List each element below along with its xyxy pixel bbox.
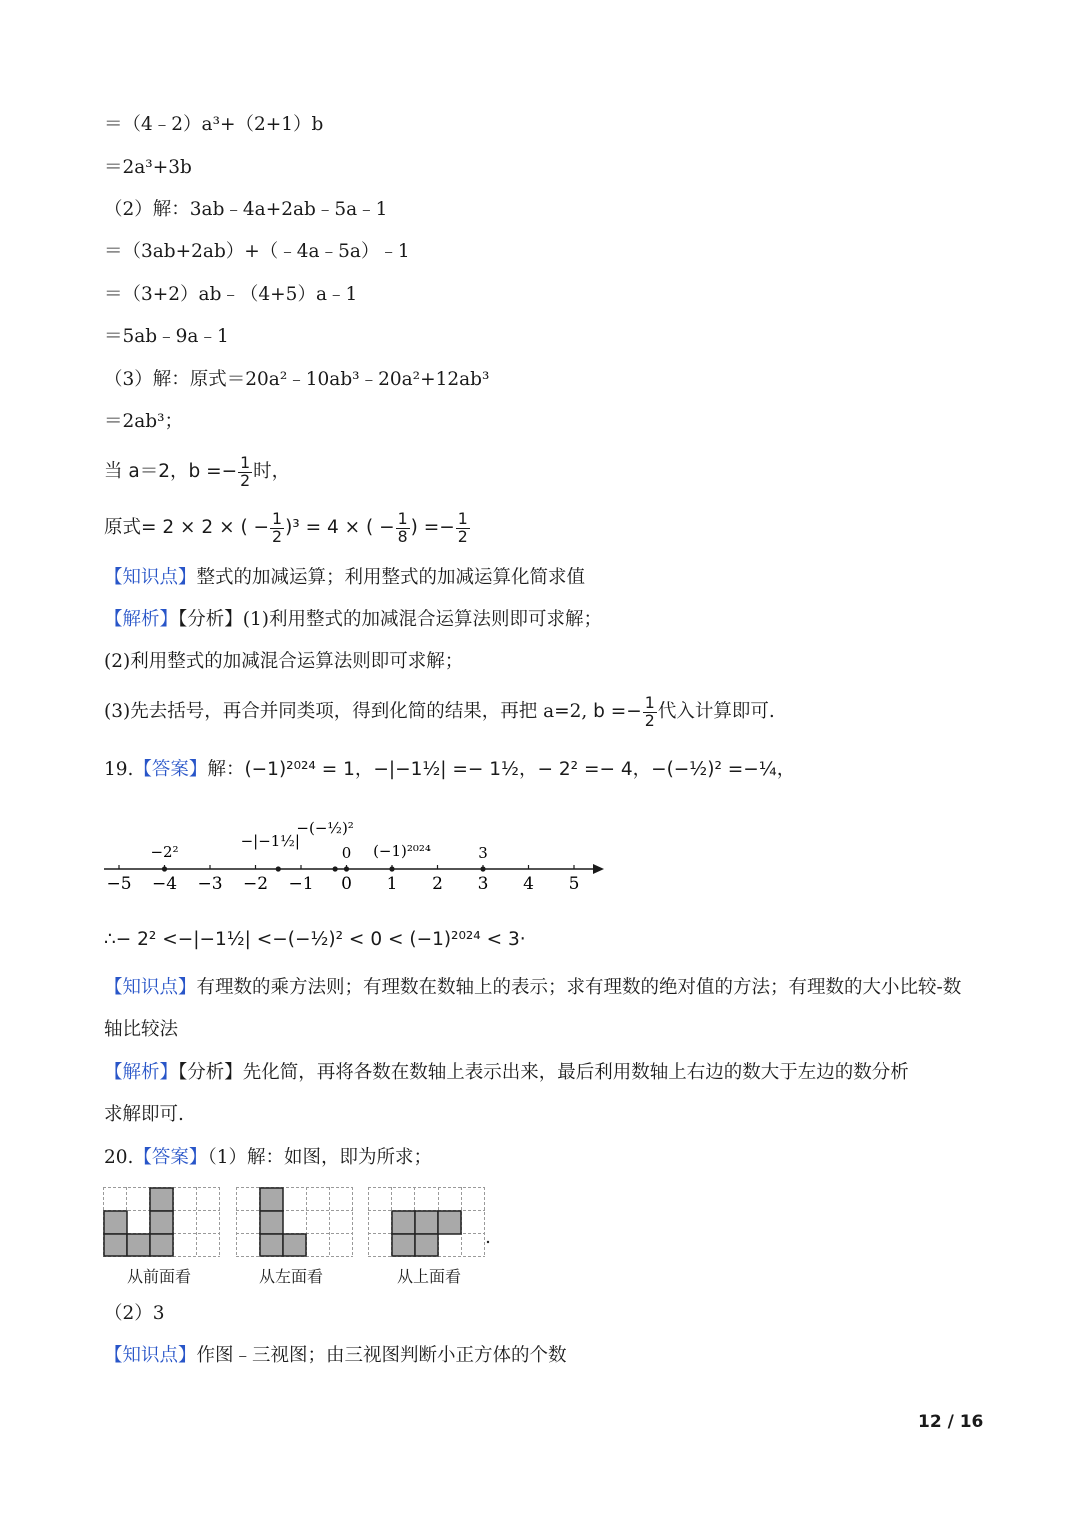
solution-line-6: ＝5ab﹣9a﹣1: [104, 326, 229, 347]
number-line-tick-label: −1: [288, 874, 314, 894]
number-line-tick-label: 4: [523, 874, 534, 894]
number-line-point: [276, 866, 281, 871]
cube-cell: [260, 1234, 283, 1256]
view-top: [368, 1187, 492, 1257]
number-line-point: [162, 866, 167, 871]
solution-line-1: ＝（4﹣2）a³+（2+1）b: [104, 114, 324, 135]
page-number: 12 / 16: [918, 1412, 984, 1432]
number-line-point-label: −|−1½|: [240, 832, 300, 850]
number-line-point: [344, 866, 349, 871]
solution-line-4: ＝（3ab+2ab）+（﹣4a﹣5a）﹣1: [104, 241, 410, 262]
caption-left: 从左面看: [259, 1267, 324, 1286]
solution-line-7: （3）解：原式＝20a²﹣10ab³﹣20a²+12ab³: [104, 369, 490, 390]
cube-cell: [104, 1211, 127, 1234]
q18-analysis-line2: (2)利用整式的加减混合运算法则即可求解；: [104, 651, 464, 672]
cube-cell: [283, 1234, 306, 1256]
solution-line-3: （2）解：3ab﹣4a+2ab﹣5a﹣1: [104, 199, 388, 220]
view-front: [103, 1187, 221, 1257]
calc-line: 原式= 2 × 2 × ( − $\frac{1}{2}$ )³ = 4 × ( − $\frac{1}{8}$ ) =− $\frac{1}{2}$: [104, 509, 468, 546]
number-line-point-label: −2²: [150, 843, 179, 861]
q19-knowledge-line2: 轴比较法: [104, 1019, 179, 1040]
solution-line-5: ＝（3+2）ab﹣（4+5）a﹣1: [104, 284, 358, 305]
solution-line-2: ＝2a³+3b: [104, 157, 192, 178]
number-line-point-label: −(−½)²: [296, 819, 354, 837]
number-line-point-label: 3: [478, 844, 488, 862]
number-line-point-label: 0: [341, 844, 352, 862]
q18-analysis-line3: (3)先去括号，再合并同类项，得到化简的结果，再把 a=2, b =− $\frac{1}{2}$ 代入计算即可.: [104, 693, 775, 730]
number-line-tick-label: 1: [386, 874, 398, 894]
solution-line-8: ＝2ab³；: [104, 411, 184, 432]
cube-cell: [150, 1234, 173, 1256]
number-line-point-label: (−1)²⁰²⁴: [373, 842, 431, 860]
number-line-tick-label: −3: [197, 874, 223, 894]
q19-knowledge: 【知识点】有理数的乘方法则；有理数在数轴上的表示；求有理数的绝对值的方法；有理数的大小比较-数: [104, 977, 962, 998]
number-line-tick-label: 5: [568, 874, 580, 894]
number-line-tick-label: −2: [242, 874, 269, 894]
cube-cell: [150, 1211, 173, 1234]
q20-answer: 20.【答案】（1）解：如图，即为所求；: [104, 1147, 432, 1168]
cube-cell: [415, 1234, 438, 1256]
caption-top: 从上面看: [397, 1267, 462, 1286]
cube-cell: [260, 1211, 283, 1234]
q19-answer: 19.【答案】解：(−1)²⁰²⁴ = 1，−|−1½| =− 1½，− 2² =− 4，−(−½)² =−¼，: [104, 759, 796, 780]
q20-knowledge: 【知识点】作图﹣三视图；由三视图判断小正方体的个数: [104, 1345, 567, 1366]
cube-cell: [127, 1234, 150, 1256]
number-line-tick-label: 0: [341, 874, 352, 894]
number-line-tick-label: −5: [106, 874, 132, 894]
caption-front: 从前面看: [127, 1267, 192, 1286]
number-line-point: [389, 866, 394, 871]
number-line: [96, 810, 616, 900]
number-line-tick-label: 2: [432, 874, 443, 894]
q19-analysis: 【解析】【分析】先化简，再将各数在数轴上表示出来，最后利用数轴上右边的数大于左边的数分析: [104, 1062, 909, 1083]
cube-cell: [392, 1234, 415, 1256]
q19-comparison: ∴− 2² <−|−1½| <−(−½)² < 0 < (−1)²⁰²⁴ < 3·: [104, 929, 526, 950]
cube-cell: [438, 1211, 461, 1234]
view-left: [236, 1187, 354, 1257]
q18-knowledge: 【知识点】整式的加减运算；利用整式的加减运算化简求值: [104, 567, 586, 588]
number-line-tick-label: −4: [151, 874, 178, 894]
q20-part2: （2）3: [104, 1303, 165, 1324]
cube-cell: [104, 1234, 127, 1256]
cube-cell: [150, 1188, 173, 1211]
when-line: 当 a＝2，b =− $\frac{1}{2}$ 时，: [104, 453, 291, 490]
cube-cell: [392, 1211, 415, 1234]
number-line-point: [480, 866, 485, 871]
q18-analysis: 【解析】【分析】(1)利用整式的加减混合运算法则即可求解；: [104, 609, 602, 630]
number-line-tick-label: 3: [477, 874, 489, 894]
number-line-point: [333, 866, 338, 871]
arrow-icon: [593, 864, 604, 874]
cube-cell: [260, 1188, 283, 1211]
q19-analysis-line2: 求解即可.: [104, 1104, 184, 1125]
cube-cell: [415, 1211, 438, 1234]
